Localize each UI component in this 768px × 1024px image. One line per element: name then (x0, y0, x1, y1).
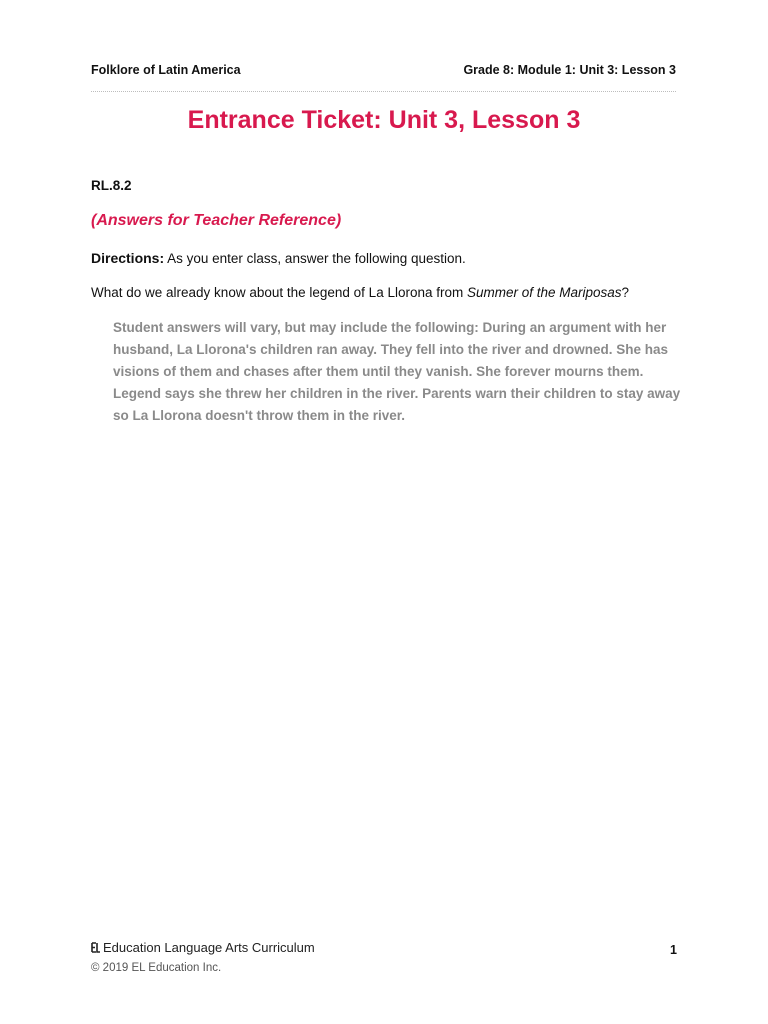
header-divider (91, 91, 676, 92)
question-text-before: What do we already know about the legend of La Llorona from (91, 285, 467, 300)
el-logo-mark-icon (91, 942, 101, 953)
page-header (91, 63, 676, 77)
page-title: Entrance Ticket: Unit 3, Lesson 3 (187, 106, 581, 134)
standard-code: RL.8.2 (91, 178, 132, 193)
page-number: 1 (670, 943, 677, 957)
footer-copyright: © 2019 EL Education Inc. (91, 962, 222, 974)
footer-logo-text: Education Language Arts Curriculum (103, 940, 315, 955)
sample-answer: Student answers will vary, but may include the following: During an argument with her husband, La Llorona's children ran away. They fell into the river and drowned. She has visions of them and chases after them until they vanish. She forever mourns them. Legend says she threw her children in the river. Parents warn their children to stay away so La Llorona doesn't throw them in the river. (113, 320, 681, 423)
question-book-title: Summer of the Mariposas (466, 285, 622, 300)
header-left-title: Folklore of Latin America (91, 63, 241, 77)
directions-text: As you enter class, answer the following question. (164, 251, 466, 266)
footer-logo (91, 940, 315, 955)
directions (91, 250, 466, 266)
directions-label: Directions: (91, 250, 165, 266)
teacher-reference-note: (Answers for Teacher Reference) (91, 212, 342, 229)
question-text-after: ? (621, 285, 630, 300)
question (91, 285, 629, 300)
header-right-lesson: Grade 8: Module 1: Unit 3: Lesson 3 (463, 63, 676, 77)
